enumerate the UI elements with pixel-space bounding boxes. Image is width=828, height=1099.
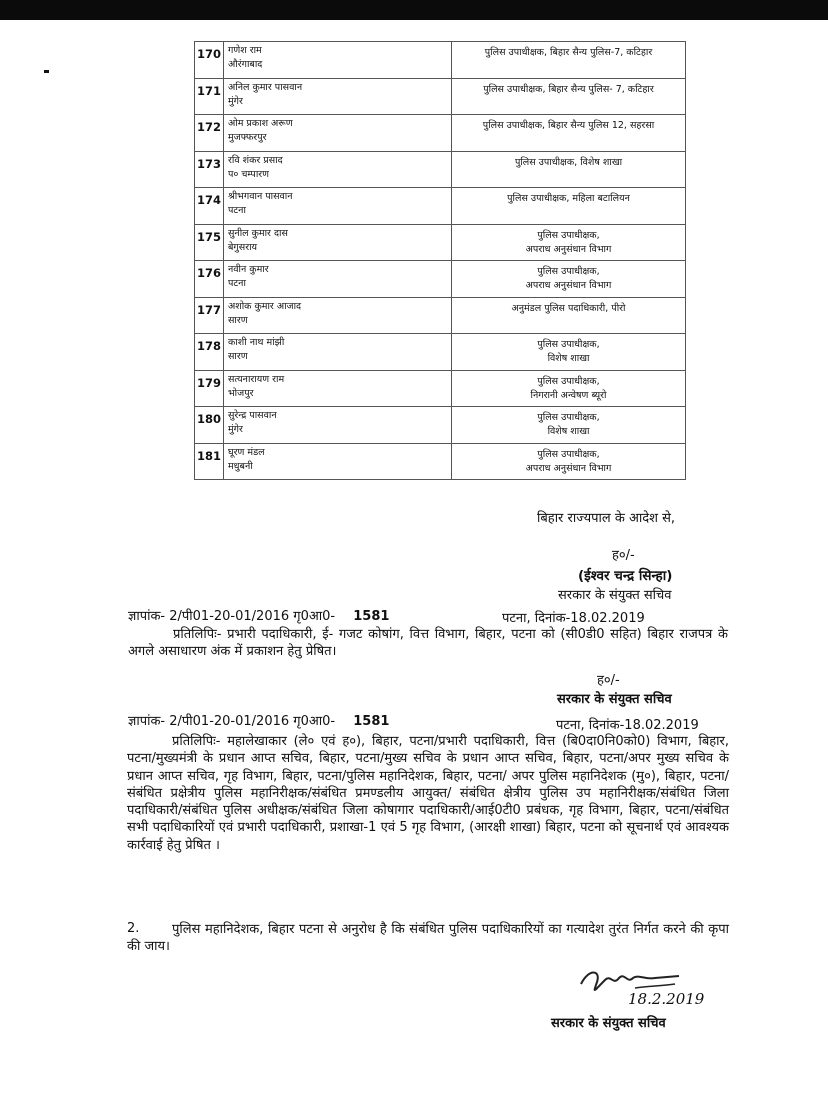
serial-number: 180 — [195, 407, 224, 444]
officer-name: अशोक कुमार आजाद — [228, 300, 302, 312]
designation-1: सरकार के संयुक्त सचिव — [558, 588, 672, 603]
home-district: प० चम्पारण — [228, 168, 270, 180]
home-district: पटना — [228, 278, 246, 289]
sd-mark-1: ह०/- — [612, 548, 635, 563]
posting-cell — [452, 297, 686, 334]
officer-name: काशी नाथ मांझी — [228, 337, 285, 348]
table-row — [195, 261, 686, 298]
home-district: मुंगेर — [228, 424, 243, 435]
posting-cell — [452, 115, 686, 152]
top-black-border — [0, 0, 828, 20]
posting-line: अपराध अनुसंधान विभाग — [525, 243, 612, 255]
memo-1-number: 1581 — [353, 609, 390, 624]
officer-cell — [224, 334, 452, 371]
signatory-name: (ईश्वर चन्द्र सिन्हा) — [578, 568, 673, 584]
officer-cell — [224, 370, 452, 407]
table-row — [195, 115, 686, 152]
posting-cell — [452, 443, 686, 480]
serial-number: 172 — [195, 115, 224, 152]
posting-cell — [452, 42, 686, 79]
posting-line: अपराध अनुसंधान विभाग — [525, 280, 612, 291]
officer-name: गणेश राम — [228, 45, 262, 56]
posting-cell — [452, 407, 686, 444]
scan-speck — [44, 70, 49, 73]
table-row — [195, 370, 686, 407]
posting-line: विशेष शाखा — [547, 426, 590, 437]
memo-2-number: 1581 — [353, 714, 390, 729]
posting-cell — [452, 370, 686, 407]
home-district: सारण — [228, 314, 248, 326]
posting-line: अपराध अनुसंधान विभाग — [525, 462, 612, 474]
copy-to-officers: प्रतिलिपिः- महालेखाकार (ले० एवं ह०), बिहार, पटना/प्रभारी पदाधिकारी, वित्त (बि0दा0नि0को0) विभाग, बिहार, पटना/मुख्यमंत्री के प्रधान आप्त सचिव, बिहार, पटना/मुख्य सचिव के प्रधान आप्त सचिव, बिहार, पटना/अपर मुख्य सचिव के प्रधान आप्त सचिव, गृह विभाग, बिहार, पटना/पुलिस महानिदेशक, बिहार, पटना/ अपर पुलिस महानिदेशक (मु०), बिहार, पटना/संबंधित प्रक्षेत्रीय पुलिस महानिरीक्षक/संबंधित प्रमण्डलीय आयुक्त/ संबंधित क्षेत्रीय पुलिस उप महानिरीक्षक/संबंधित जिला पदाधिकारी/संबंधित पुलिस अधीक्षक/संबंधित जिला कोषागार पदाधिकारी/आई0टी0 प्रबंधक, गृह विभाग, बिहार, पटना/संबंधित सभी पदाधिकारियों एवं प्रभारी पदाधिकारी, प्रशाखा-1 एवं 5 गृह विभाग, (आरक्षी शाखा) बिहार, पटना को सूचनार्थ एवं आवश्यक कार्रवाई हेतु प्रेषित । — [127, 734, 729, 853]
memo-1-text: ज्ञापांक- 2/पी01-20-01/2016 गृ0आ0- — [128, 609, 336, 624]
officer-posting-table — [194, 41, 686, 480]
posting-line: विशेष शाखा — [547, 353, 590, 364]
officer-cell — [224, 115, 452, 152]
table-row — [195, 188, 686, 225]
officer-cell — [224, 78, 452, 115]
home-district: मधुबनी — [228, 460, 253, 472]
serial-number: 173 — [195, 151, 224, 188]
officer-cell — [224, 224, 452, 261]
serial-number: 179 — [195, 370, 224, 407]
serial-number: 175 — [195, 224, 224, 261]
home-district: बेगुसराय — [228, 241, 258, 253]
table-row — [195, 407, 686, 444]
home-district: भोजपुर — [228, 387, 254, 399]
officer-name: सुरेन्द्र पासवान — [228, 410, 277, 421]
serial-number: 177 — [195, 297, 224, 334]
signature-date: 18.2.2019 — [628, 990, 705, 1008]
table-row — [195, 42, 686, 79]
table-row — [195, 443, 686, 480]
officer-name: सत्यनारायण राम — [228, 373, 285, 385]
posting-line: पुलिस उपाधीक्षक, बिहार सैन्य पुलिस- 7, कटिहार — [483, 83, 654, 95]
by-order-line: बिहार राज्यपाल के आदेश से, — [537, 511, 676, 526]
officer-name: घूरण मंडल — [228, 446, 265, 458]
home-district: पटना — [228, 205, 246, 216]
officer-cell — [224, 297, 452, 334]
posting-cell — [452, 224, 686, 261]
designation-3: सरकार के संयुक्त सचिव — [551, 1016, 666, 1031]
serial-number: 181 — [195, 443, 224, 480]
memo-number-2 — [128, 711, 389, 729]
table-row — [195, 297, 686, 334]
table-row — [195, 334, 686, 371]
serial-number: 170 — [195, 42, 224, 79]
officer-cell — [224, 42, 452, 79]
posting-line: पुलिस उपाधीक्षक, — [537, 375, 600, 387]
serial-number: 174 — [195, 188, 224, 225]
table-row — [195, 151, 686, 188]
posting-cell — [452, 188, 686, 225]
memo-1-place-date: पटना, दिनांक-18.02.2019 — [502, 611, 645, 626]
posting-cell — [452, 334, 686, 371]
officer-name: ओम प्रकाश अरूण — [228, 118, 293, 129]
posting-line: पुलिस उपाधीक्षक, विशेष शाखा — [514, 156, 623, 168]
home-district: मुंगेर — [228, 95, 243, 107]
posting-line: पुलिस उपाधीक्षक, — [537, 448, 600, 460]
designation-2: सरकार के संयुक्त सचिव — [557, 692, 672, 707]
officer-cell — [224, 188, 452, 225]
officer-name: रवि शंकर प्रसाद — [228, 154, 283, 166]
sd-mark-2: ह०/- — [597, 673, 620, 688]
officer-name: श्रीभगवान पासवान — [228, 191, 293, 202]
officer-cell — [224, 151, 452, 188]
point-2-text: पुलिस महानिदेशक, बिहार पटना से अनुरोध है कि संबंधित पुलिस पदाधिकारियों का गत्यादेश तुरंत निर्गत करने की कृपा की जाय। — [127, 922, 729, 955]
officer-cell — [224, 443, 452, 480]
officer-cell — [224, 261, 452, 298]
point-2-number: 2. — [127, 921, 140, 936]
memo-2-text: ज्ञापांक- 2/पी01-20-01/2016 गृ0आ0- — [128, 714, 336, 729]
table-row — [195, 78, 686, 115]
serial-number: 171 — [195, 78, 224, 115]
posting-line: पुलिस उपाधीक्षक, बिहार सैन्य पुलिस 12, सहरसा — [482, 120, 655, 131]
home-district: सारण — [228, 351, 248, 362]
serial-number: 176 — [195, 261, 224, 298]
memo-number-1 — [128, 606, 389, 624]
posting-line: पुलिस उपाधीक्षक, — [537, 412, 600, 423]
table-row — [195, 224, 686, 261]
officer-cell — [224, 407, 452, 444]
posting-cell — [452, 78, 686, 115]
posting-line: पुलिस उपाधीक्षक, महिला बटालियन — [507, 193, 630, 204]
memo-2-place-date: पटना, दिनांक-18.02.2019 — [556, 718, 699, 733]
posting-line: पुलिस उपाधीक्षक, — [537, 229, 600, 241]
officer-name: अनिल कुमार पासवान — [228, 81, 303, 93]
posting-line: निगरानी अन्वेषण ब्यूरो — [530, 389, 607, 401]
posting-line: पुलिस उपाधीक्षक, — [537, 266, 600, 277]
posting-cell — [452, 261, 686, 298]
copy-to-gazette: प्रतिलिपिः- प्रभारी पदाधिकारी, ई- गजट कोषांग, वित्त विभाग, बिहार, पटना को (सी0डी0 सहित) बिहार राजपत्र के अगले असाधारण अंक में प्रकाशन हेतु प्रेषित। — [128, 627, 728, 660]
serial-number: 178 — [195, 334, 224, 371]
home-district: औरंगाबाद — [228, 59, 263, 70]
posting-cell — [452, 151, 686, 188]
officer-name: नवीन कुमार — [228, 264, 269, 275]
posting-line: पुलिस उपाधीक्षक, बिहार सैन्य पुलिस-7, कटिहार — [484, 47, 653, 58]
posting-line: पुलिस उपाधीक्षक, — [537, 339, 600, 350]
officer-name: सुनील कुमार दास — [228, 227, 288, 239]
posting-line: अनुमंडल पुलिस पदाधिकारी, पीरो — [511, 302, 626, 314]
home-district: मुजफ्फरपुर — [228, 132, 267, 143]
